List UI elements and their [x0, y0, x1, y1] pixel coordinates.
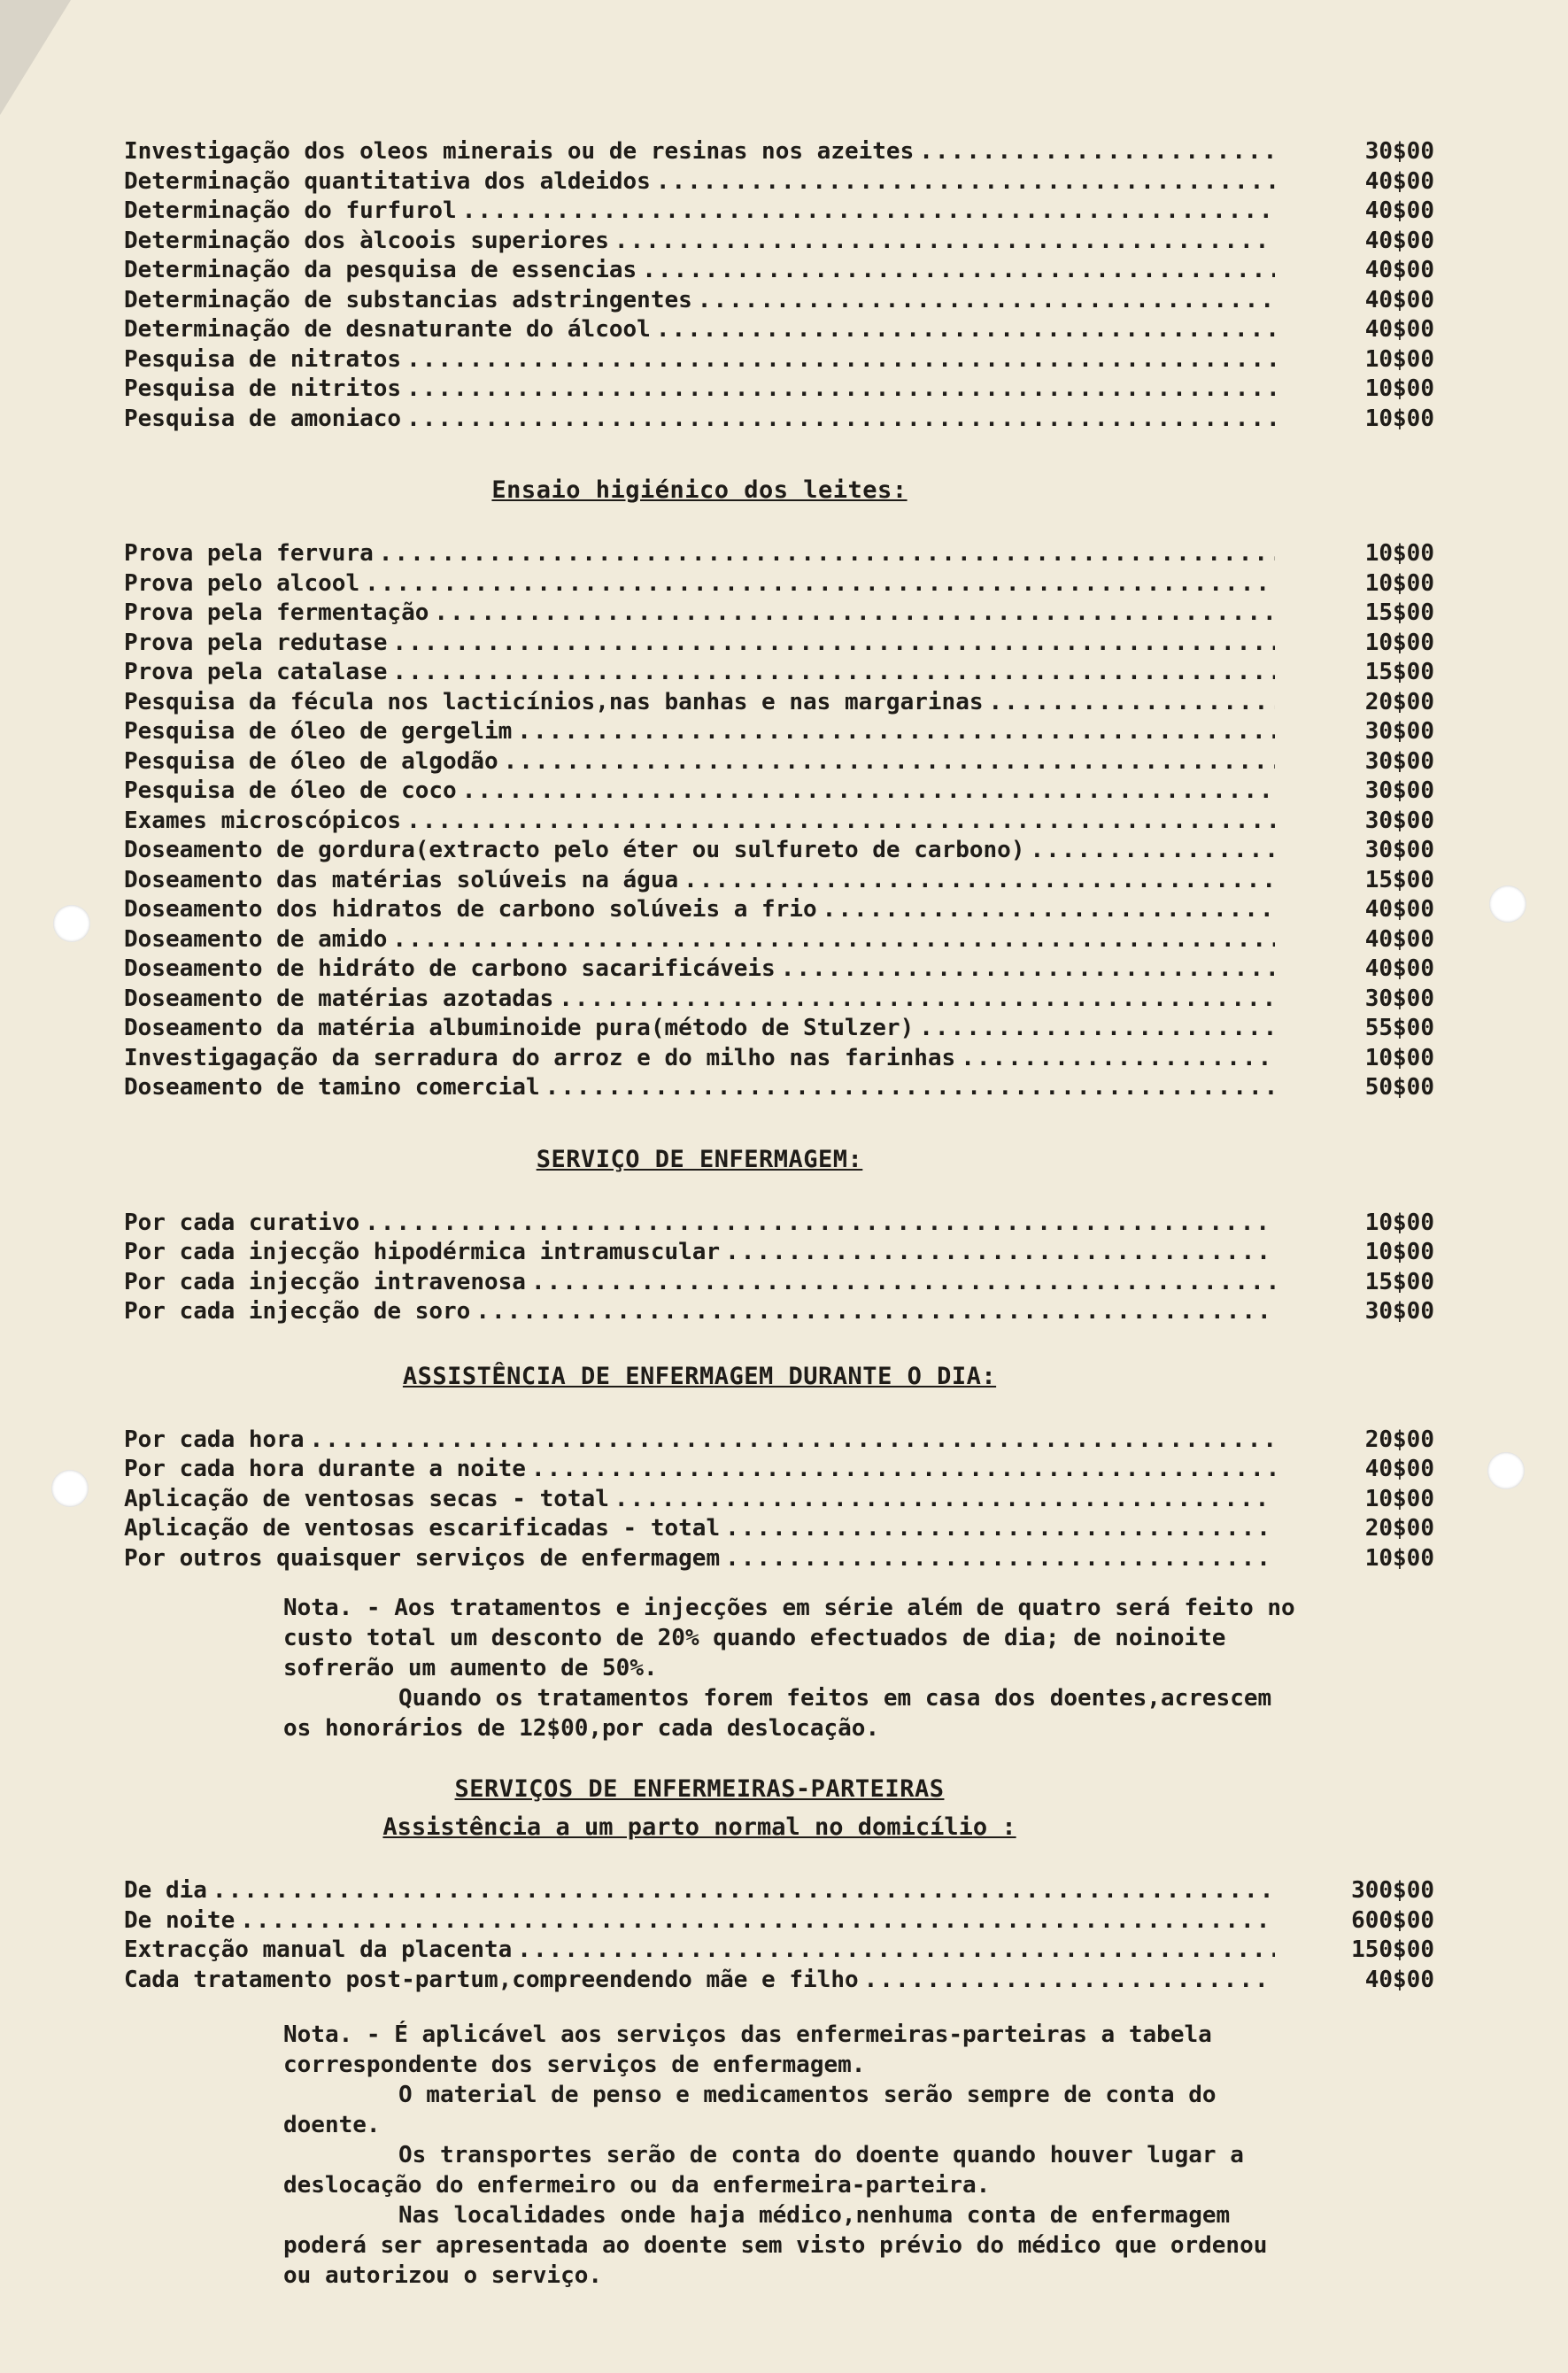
note-paragraph: Nota. - Aos tratamentos e injecções em série além de quatro será feito no custo total um desconto de 20% quando efectuados de dia; de noinoite sofrerão um aumento de 50%. [283, 1595, 1295, 1681]
item-label: Doseamento de hidráto de carbono sacarificáveis [124, 955, 776, 982]
leader-dots [919, 137, 1275, 167]
item-price: 15$00 [1364, 866, 1434, 893]
item-price: 10$00 [1364, 540, 1434, 567]
section-midwives [124, 1775, 1470, 2291]
item-price: 30$00 [1364, 138, 1434, 165]
note-paragraph: Os transportes serão de conta do doente quando houver lugar a deslocação do enfermeiro ou da enfermeira-parteira. [283, 2142, 1244, 2199]
list-item [124, 1936, 1470, 1966]
item-price: 20$00 [1364, 1426, 1434, 1453]
item-price: 10$00 [1364, 1544, 1434, 1572]
item-price: 40$00 [1364, 1456, 1434, 1482]
item-label: Por cada injecção intravenosa [124, 1268, 526, 1295]
leader-dots [961, 1044, 1275, 1074]
item-label: Pesquisa de óleo de algodão [124, 747, 498, 775]
section-milk-tests [124, 476, 1470, 1103]
item-label: Por cada hora durante a noite [124, 1456, 526, 1482]
item-label: Exames microscópicos [124, 807, 402, 834]
item-price: 40$00 [1364, 167, 1434, 195]
punch-hole-left-lower [51, 1470, 89, 1507]
item-label: De noite [124, 1906, 236, 1934]
item-label: Prova pela redutase [124, 629, 388, 656]
item-label: Doseamento de gordura(extracto pelo éter ou sulfureto de carbono) [124, 837, 1025, 863]
list-item [124, 1906, 1470, 1936]
item-price: 40$00 [1364, 227, 1434, 254]
item-label: Determinação quantitativa dos aldeidos [124, 167, 651, 195]
item-label: Prova pela fermentação [124, 599, 429, 626]
item-price: 10$00 [1364, 1239, 1434, 1265]
section-subheading: Assistência a um parto normal no domicílio : [382, 1813, 1016, 1841]
list-item [124, 1426, 1470, 1456]
item-price: 15$00 [1364, 599, 1434, 626]
section-heading: SERVIÇO DE ENFERMAGEM: [536, 1145, 863, 1173]
list-item [124, 167, 1470, 197]
item-label: Pesquisa de amoniaco [124, 405, 402, 432]
section-nursing-service [124, 1146, 1470, 1327]
leader-dots [725, 1544, 1275, 1574]
list-item [124, 315, 1470, 345]
list-item [124, 1544, 1470, 1574]
leader-dots [545, 1073, 1275, 1103]
note-paragraph: O material de penso e medicamentos serão sempre de conta do doente. [283, 2082, 1217, 2138]
item-label: Por cada hora [124, 1426, 305, 1453]
item-price: 40$00 [1364, 896, 1434, 923]
leader-dots [614, 227, 1275, 257]
punch-hole-right-lower [1487, 1452, 1525, 1489]
price-list [124, 137, 1470, 2333]
item-label: Determinação de substancias adstringentes [124, 286, 692, 313]
item-price: 10$00 [1364, 629, 1434, 656]
item-price: 40$00 [1364, 955, 1434, 982]
leader-dots [517, 717, 1275, 747]
item-price: 30$00 [1364, 718, 1434, 745]
item-price: 300$00 [1351, 1877, 1434, 1904]
item-label: Determinação dos àlcoois superiores [124, 227, 609, 254]
item-label: Por cada curativo [124, 1209, 360, 1236]
leader-dots [614, 1485, 1275, 1515]
note-paragraph: Nota. - É aplicável aos serviços das enfermeiras-parteiras a tabela correspondente dos serviços de enfermagem. [283, 2021, 1212, 2078]
list-item [124, 1297, 1470, 1327]
leader-dots [823, 895, 1275, 925]
leader-dots [462, 197, 1275, 227]
list-item [124, 807, 1470, 837]
leader-dots [781, 955, 1275, 985]
item-price: 30$00 [1364, 807, 1434, 834]
list-item [124, 375, 1470, 405]
leader-dots [864, 1966, 1275, 1996]
list-item [124, 866, 1470, 896]
leader-dots [379, 539, 1275, 569]
leader-dots [392, 658, 1275, 688]
item-label: Doseamento de amido [124, 925, 388, 953]
item-price: 15$00 [1364, 1268, 1434, 1295]
leader-dots [642, 256, 1275, 286]
leader-dots [656, 167, 1275, 197]
item-price: 10$00 [1364, 1485, 1434, 1512]
note-paragraph: Nas localidades onde haja médico,nenhuma conta de enfermagem poderá ser apresentada ao doente sem visto prévio do médico que ordenou ou autorizou o serviço. [283, 2202, 1268, 2289]
item-price: 40$00 [1364, 286, 1434, 313]
leader-dots [684, 866, 1275, 896]
item-price: 50$00 [1364, 1074, 1434, 1101]
list-item [124, 569, 1470, 599]
list-item [124, 985, 1470, 1015]
leader-dots [531, 1268, 1275, 1298]
list-item [124, 1455, 1470, 1485]
item-label: Por outros quaisquer serviços de enfermagem [124, 1544, 721, 1572]
leader-dots [698, 286, 1275, 316]
leader-dots [392, 629, 1275, 659]
item-price: 40$00 [1364, 197, 1434, 224]
leader-dots [434, 599, 1275, 629]
item-label: Pesquisa de nitritos [124, 375, 402, 402]
leader-dots [1030, 836, 1275, 866]
list-item [124, 405, 1470, 435]
item-price: 30$00 [1364, 837, 1434, 863]
leader-dots [531, 1455, 1275, 1485]
item-price: 40$00 [1364, 1966, 1434, 1993]
item-price: 10$00 [1364, 1044, 1434, 1071]
item-price: 30$00 [1364, 985, 1434, 1012]
punch-hole-right-upper [1489, 885, 1526, 923]
list-item [124, 836, 1470, 866]
leader-dots [725, 1514, 1275, 1544]
section-day-nursing [124, 1363, 1470, 1744]
list-item [124, 895, 1470, 925]
list-item [124, 345, 1470, 375]
list-item [124, 539, 1470, 569]
leader-dots [365, 1209, 1275, 1239]
item-price: 20$00 [1364, 688, 1434, 715]
item-price: 55$00 [1364, 1015, 1434, 1041]
leader-dots [406, 345, 1275, 375]
item-price: 10$00 [1364, 345, 1434, 373]
item-price: 10$00 [1364, 569, 1434, 597]
list-item [124, 256, 1470, 286]
item-label: De dia [124, 1877, 207, 1904]
leader-dots [725, 1238, 1275, 1268]
leader-dots [462, 777, 1275, 807]
item-label: Determinação de desnaturante do álcool [124, 316, 651, 343]
list-item [124, 1966, 1470, 1996]
section-heading: Ensaio higiénico dos leites: [491, 476, 908, 504]
item-price: 40$00 [1364, 257, 1434, 283]
folded-corner [0, 0, 71, 115]
item-label: Prova pelo alcool [124, 569, 360, 597]
leader-dots [504, 747, 1275, 777]
list-item [124, 197, 1470, 227]
list-item [124, 688, 1470, 718]
leader-dots [240, 1906, 1275, 1936]
list-item [124, 1044, 1470, 1074]
list-item [124, 955, 1470, 985]
section-heading: SERVIÇOS DE ENFERMEIRAS-PARTEIRAS [454, 1775, 945, 1803]
list-item [124, 658, 1470, 688]
section-analyses [124, 137, 1470, 434]
item-price: 30$00 [1364, 777, 1434, 804]
leader-dots [212, 1876, 1275, 1906]
leader-dots [656, 315, 1275, 345]
leader-dots [559, 985, 1275, 1015]
item-label: Prova pela catalase [124, 659, 388, 685]
punch-hole-left-upper [53, 905, 90, 942]
list-item [124, 1485, 1470, 1515]
list-item [124, 1876, 1470, 1906]
item-price: 40$00 [1364, 925, 1434, 953]
item-price: 30$00 [1364, 1298, 1434, 1325]
item-label: Determinação do furfurol [124, 197, 457, 224]
item-label: Pesquisa de óleo de gergelim [124, 718, 513, 745]
item-label: Pesquisa da fécula nos lacticínios,nas banhas e nas margarinas [124, 688, 984, 715]
list-item [124, 137, 1470, 167]
item-price: 10$00 [1364, 405, 1434, 432]
leader-dots [310, 1426, 1276, 1456]
item-label: Doseamento das matérias solúveis na água [124, 866, 679, 893]
leader-dots [919, 1014, 1275, 1044]
item-price: 600$00 [1351, 1906, 1434, 1934]
item-label: Pesquisa de nitratos [124, 345, 402, 373]
item-price: 10$00 [1364, 375, 1434, 402]
item-price: 15$00 [1364, 659, 1434, 685]
list-item [124, 1209, 1470, 1239]
list-item [124, 1514, 1470, 1544]
list-item [124, 629, 1470, 659]
item-label: Aplicação de ventosas escarificadas - total [124, 1515, 721, 1542]
leader-dots [392, 925, 1275, 955]
list-item [124, 925, 1470, 955]
section-heading: ASSISTÊNCIA DE ENFERMAGEM DURANTE O DIA: [402, 1362, 997, 1390]
item-label: Extracção manual da placenta [124, 1936, 513, 1963]
note-paragraph: Quando os tratamentos forem feitos em casa dos doentes,acrescem os honorários de 12$00,por cada deslocação. [283, 1685, 1272, 1742]
item-label: Por cada injecção de soro [124, 1298, 471, 1325]
item-label: Doseamento dos hidratos de carbono solúveis a frio [124, 896, 817, 923]
item-label: Doseamento de tamino comercial [124, 1074, 540, 1101]
leader-dots [989, 688, 1275, 718]
leader-dots [365, 569, 1275, 599]
list-item [124, 1238, 1470, 1268]
item-label: Prova pela fervura [124, 540, 374, 567]
item-label: Investigagação da serradura do arroz e do milho nas farinhas [124, 1044, 956, 1071]
item-price: 30$00 [1364, 747, 1434, 775]
item-price: 20$00 [1364, 1515, 1434, 1542]
item-price: 40$00 [1364, 316, 1434, 343]
leader-dots [406, 807, 1275, 837]
item-label: Cada tratamento post-partum,compreendendo mãe e filho [124, 1966, 859, 1993]
list-item [124, 1073, 1470, 1103]
item-label: Investigação dos oleos minerais ou de resinas nos azeites [124, 138, 915, 165]
list-item [124, 286, 1470, 316]
leader-dots [475, 1297, 1275, 1327]
item-label: Pesquisa de óleo de coco [124, 777, 457, 804]
item-label: Doseamento da matéria albuminoide pura(método de Stulzer) [124, 1015, 915, 1041]
item-price: 150$00 [1351, 1936, 1434, 1963]
list-item [124, 777, 1470, 807]
leader-dots [517, 1936, 1275, 1966]
item-label: Por cada injecção hipodérmica intramuscular [124, 1239, 721, 1265]
list-item [124, 747, 1470, 777]
item-label: Doseamento de matérias azotadas [124, 985, 554, 1012]
list-item [124, 1014, 1470, 1044]
item-label: Determinação da pesquisa de essencias [124, 257, 637, 283]
leader-dots [406, 375, 1275, 405]
item-label: Aplicação de ventosas secas - total [124, 1485, 609, 1512]
leader-dots [406, 405, 1275, 435]
list-item [124, 227, 1470, 257]
note-block [283, 2020, 1302, 2291]
note-block [283, 1593, 1302, 1743]
list-item [124, 599, 1470, 629]
list-item [124, 1268, 1470, 1298]
list-item [124, 717, 1470, 747]
item-price: 10$00 [1364, 1209, 1434, 1236]
